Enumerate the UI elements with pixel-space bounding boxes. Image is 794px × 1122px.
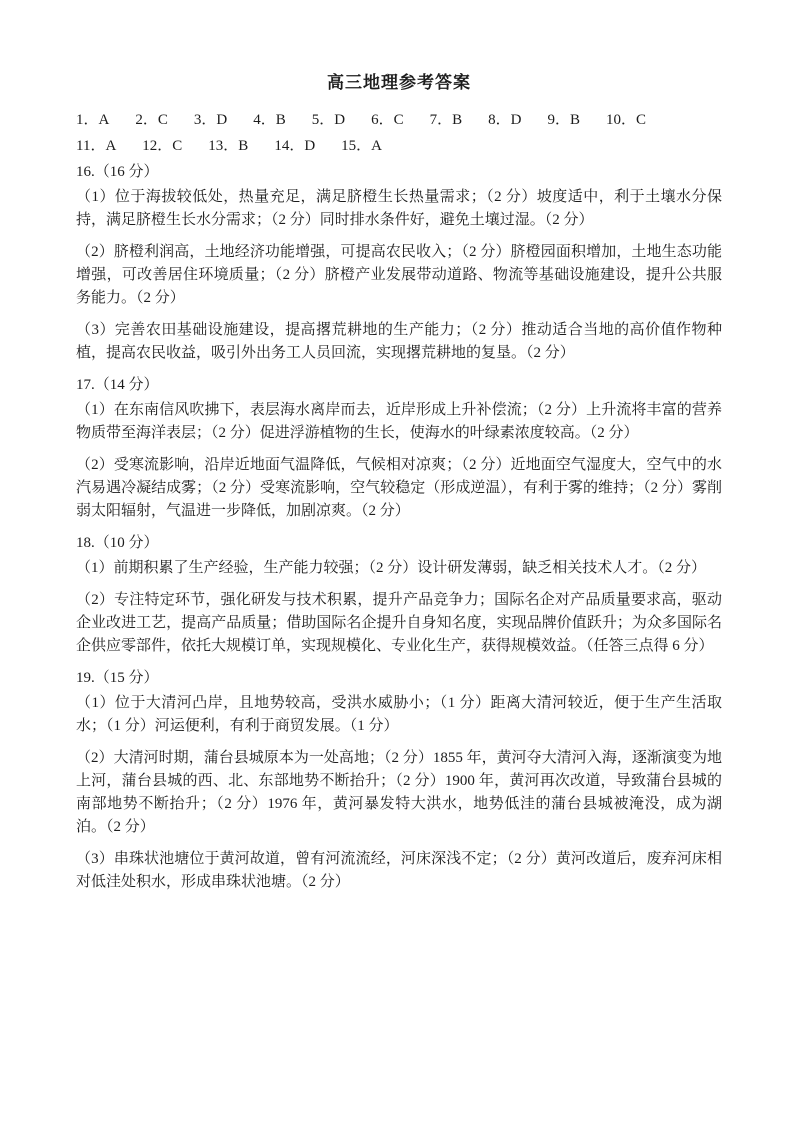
answer-paragraph: （2）专注特定环节，强化研发与技术积累，提升产品竞争力；国际名企对产品质量要求高，驱动企业改进工艺，提高产品质量；借助国际名企提升自身知名度，实现品牌价值跃升；为众多国际名企供应零部件，依托大规模订单，实现规模化、专业化生产，获得规模效益。（任答三点得 6 分） — [76, 592, 722, 654]
answer-paragraph: （3）完善农田基础设施建设，提高撂荒耕地的生产能力；（2 分）推动适合当地的高价值作物种植，提高农民收益，吸引外出务工人员回流，实现撂荒耕地的复垦。（2 分） — [76, 322, 722, 361]
answer-paragraph: （2）受寒流影响，沿岸近地面气温降低，气候相对凉爽；（2 分）近地面空气湿度大，空气中的水汽易遇冷凝结成雾；（2 分）受寒流影响，空气较稳定（形成逆温），有利于雾的维持；（2 分）雾削弱太阳辐射，气温进一步降低，加剧凉爽。（2 分） — [76, 457, 722, 519]
choice-answer: 15．A — [341, 138, 382, 154]
choice-answer: 8．D — [488, 112, 522, 128]
choice-answer: 9．B — [547, 112, 580, 128]
choice-answer: 6．C — [371, 112, 404, 128]
section-heading: 17.（14 分） — [76, 377, 159, 393]
choice-answer: 5．D — [311, 112, 346, 128]
section-heading: 18.（10 分） — [76, 535, 159, 551]
choice-answer: 13．B — [208, 138, 249, 154]
choice-answer: 3．D — [193, 112, 228, 128]
answer-section — [76, 374, 722, 523]
answer-paragraph: （1）在东南信风吹拂下，表层海水离岸而去，近岸形成上升补偿流；（2 分）上升流将丰富的营养物质带至海洋表层；（2 分）促进浮游植物的生长，使海水的叶绿素浓度较高。（2 分） — [76, 402, 722, 441]
answer-paragraph: （1）位于大清河凸岸，且地势较高，受洪水威胁小；（1 分）距离大清河较近，便于生产生活取水；（1 分）河运便利，有利于商贸发展。（1 分） — [76, 695, 722, 734]
answer-section — [76, 667, 722, 894]
choice-answer: 2．C — [135, 112, 168, 128]
choice-answer: 4．B — [253, 112, 286, 128]
answer-paragraph: （1）前期积累了生产经验，生产能力较强；（2 分）设计研发薄弱，缺乏相关技术人才。（2 分） — [76, 560, 707, 576]
answer-paragraph: （3）串珠状池塘位于黄河故道，曾有河流流经，河床深浅不定；（2 分）黄河改道后，废弃河床相对低洼处积水，形成串珠状池塘。（2 分） — [76, 851, 722, 890]
choice-answer: 14．D — [274, 138, 316, 154]
choice-answers — [76, 107, 722, 159]
answer-paragraph: （2）大清河时期，蒲台县城原本为一处高地；（2 分）1855 年，黄河夺大清河入海，逐渐演变为地上河，蒲台县城的西、北、东部地势不断抬升；（2 分）1900 年，黄河再次改道，导致蒲台县城的南部地势不断抬升；（2 分）1976 年，黄河暴发特大洪水，地势低洼的蒲台县城被淹没，成为湖泊。（2 分） — [76, 750, 722, 835]
choice-answer: 12．C — [142, 138, 183, 154]
section-heading: 19.（15 分） — [76, 670, 159, 686]
choice-answer: 11．A — [76, 138, 117, 154]
choice-row — [76, 133, 722, 159]
page-title: 高三地理参考答案 — [327, 73, 471, 92]
choice-answer: 10．C — [605, 112, 646, 128]
choice-row — [76, 107, 722, 133]
answer-section — [76, 161, 722, 365]
section-heading: 16.（16 分） — [76, 164, 159, 180]
choice-answer: 1．A — [76, 112, 110, 128]
answer-sections — [76, 161, 722, 894]
choice-answer: 7．B — [429, 112, 463, 128]
answer-section — [76, 532, 722, 658]
answer-paragraph: （1）位于海拔较低处，热量充足，满足脐橙生长热量需求；（2 分）坡度适中，利于土壤水分保持，满足脐橙生长水分需求；（2 分）同时排水条件好，避免土壤过湿。（2 分） — [76, 189, 722, 228]
answer-paragraph: （2）脐橙利润高，土地经济功能增强，可提高农民收入；（2 分）脐橙园面积增加，土地生态功能增强，可改善居住环境质量；（2 分）脐橙产业发展带动道路、物流等基础设施建设，提升公共服务能力。（2 分） — [76, 244, 722, 306]
